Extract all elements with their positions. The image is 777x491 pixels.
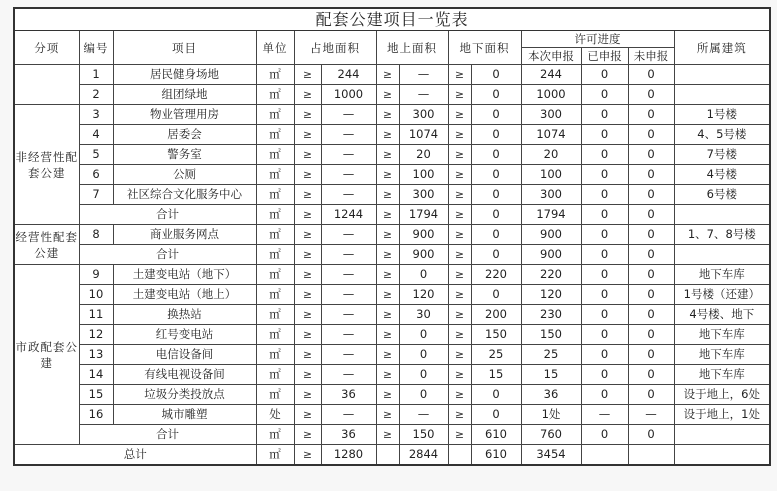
building-value: 6号楼 xyxy=(674,185,770,205)
building-value: 1号楼（还建） xyxy=(674,285,770,305)
row-number: 5 xyxy=(79,145,113,165)
current-declared-value: 300 xyxy=(521,185,581,205)
ge-symbol: ≥ xyxy=(294,265,321,285)
item-name: 社区综合文化服务中心 xyxy=(113,185,256,205)
already-declared-value: 0 xyxy=(581,145,628,165)
above-area-value: 1074 xyxy=(399,125,448,145)
facilities-table xyxy=(13,7,771,466)
unit-value: ㎡ xyxy=(256,425,294,445)
land-area-value: 1244 xyxy=(321,205,376,225)
current-declared-value: 25 xyxy=(521,345,581,365)
building-value: 7号楼 xyxy=(674,145,770,165)
ge-symbol: ≥ xyxy=(376,145,399,165)
land-area-value: 244 xyxy=(321,65,376,85)
ge-symbol: ≥ xyxy=(294,405,321,425)
building-value xyxy=(674,245,770,265)
below-area-value: 0 xyxy=(471,245,521,265)
land-area-value: — xyxy=(321,285,376,305)
ge-symbol: ≥ xyxy=(448,265,471,285)
current-declared-value: 760 xyxy=(521,425,581,445)
already-declared-value: 0 xyxy=(581,65,628,85)
unit-value: ㎡ xyxy=(256,125,294,145)
unit-value: 处 xyxy=(256,405,294,425)
current-declared-value: 900 xyxy=(521,245,581,265)
not-declared-value: — xyxy=(628,405,674,425)
ge-symbol: ≥ xyxy=(376,405,399,425)
already-declared-value: 0 xyxy=(581,425,628,445)
ge-symbol: ≥ xyxy=(376,305,399,325)
above-area-value: 120 xyxy=(399,285,448,305)
ge-symbol: ≥ xyxy=(376,285,399,305)
not-declared-value: 0 xyxy=(628,325,674,345)
unit-value: ㎡ xyxy=(256,245,294,265)
already-declared-value: 0 xyxy=(581,325,628,345)
row-number: 10 xyxy=(79,285,113,305)
ge-symbol: ≥ xyxy=(376,165,399,185)
item-name: 电信设备间 xyxy=(113,345,256,365)
ge-symbol: ≥ xyxy=(448,425,471,445)
empty-cell xyxy=(376,445,399,466)
ge-symbol: ≥ xyxy=(294,445,321,466)
not-declared-value: 0 xyxy=(628,85,674,105)
header-permit-progress: 许可进度 xyxy=(521,31,674,48)
current-declared-value: 15 xyxy=(521,365,581,385)
header-above-area: 地上面积 xyxy=(376,31,448,65)
item-name: 组团绿地 xyxy=(113,85,256,105)
ge-symbol: ≥ xyxy=(294,85,321,105)
ge-symbol: ≥ xyxy=(294,305,321,325)
land-area-value: — xyxy=(321,405,376,425)
ge-symbol: ≥ xyxy=(294,205,321,225)
unit-value: ㎡ xyxy=(256,305,294,325)
ge-symbol: ≥ xyxy=(376,365,399,385)
land-area-value: — xyxy=(321,185,376,205)
item-name: 城市雕塑 xyxy=(113,405,256,425)
above-area-value: 300 xyxy=(399,105,448,125)
item-name: 居委会 xyxy=(113,125,256,145)
table-row xyxy=(14,385,770,405)
item-name: 有线电视设备间 xyxy=(113,365,256,385)
table-row xyxy=(14,85,770,105)
table-row xyxy=(14,145,770,165)
item-name: 土建变电站（地上） xyxy=(113,285,256,305)
above-area-value: 900 xyxy=(399,245,448,265)
ge-symbol: ≥ xyxy=(448,365,471,385)
unit-value: ㎡ xyxy=(256,145,294,165)
item-name: 物业管理用房 xyxy=(113,105,256,125)
row-number: 3 xyxy=(79,105,113,125)
above-area-value: 30 xyxy=(399,305,448,325)
ge-symbol: ≥ xyxy=(448,125,471,145)
below-area-value: 0 xyxy=(471,385,521,405)
item-name: 换热站 xyxy=(113,305,256,325)
building-value xyxy=(674,205,770,225)
ge-symbol: ≥ xyxy=(448,105,471,125)
unit-value: ㎡ xyxy=(256,445,294,466)
table-row xyxy=(14,65,770,85)
ge-symbol: ≥ xyxy=(376,425,399,445)
already-declared-value: 0 xyxy=(581,285,628,305)
item-name: 警务室 xyxy=(113,145,256,165)
building-value: 地下车库 xyxy=(674,265,770,285)
ge-symbol: ≥ xyxy=(448,405,471,425)
table-row xyxy=(14,285,770,305)
not-declared-value: 0 xyxy=(628,185,674,205)
below-area-value: 0 xyxy=(471,225,521,245)
current-declared-value: 100 xyxy=(521,165,581,185)
item-name: 居民健身场地 xyxy=(113,65,256,85)
header-unit: 单位 xyxy=(256,31,294,65)
below-area-value: 0 xyxy=(471,405,521,425)
current-declared-value: 3454 xyxy=(521,445,581,466)
land-area-value: 36 xyxy=(321,425,376,445)
row-number: 15 xyxy=(79,385,113,405)
land-area-value: — xyxy=(321,345,376,365)
ge-symbol: ≥ xyxy=(294,325,321,345)
not-declared-value: 0 xyxy=(628,365,674,385)
ge-symbol: ≥ xyxy=(294,385,321,405)
unit-value: ㎡ xyxy=(256,265,294,285)
current-declared-value: 900 xyxy=(521,225,581,245)
already-declared-value: 0 xyxy=(581,125,628,145)
ge-symbol: ≥ xyxy=(376,345,399,365)
table-row xyxy=(14,125,770,145)
ge-symbol: ≥ xyxy=(448,225,471,245)
below-area-value: 200 xyxy=(471,305,521,325)
ge-symbol: ≥ xyxy=(376,85,399,105)
unit-value: ㎡ xyxy=(256,85,294,105)
table-row xyxy=(14,325,770,345)
already-declared-value: 0 xyxy=(581,265,628,285)
row-number: 8 xyxy=(79,225,113,245)
table-row xyxy=(14,345,770,365)
ge-symbol: ≥ xyxy=(448,65,471,85)
subtotal-row xyxy=(14,425,770,445)
unit-value: ㎡ xyxy=(256,365,294,385)
table-row xyxy=(14,185,770,205)
subtotal-row xyxy=(14,205,770,225)
already-declared-value: 0 xyxy=(581,385,628,405)
building-value xyxy=(674,85,770,105)
unit-value: ㎡ xyxy=(256,345,294,365)
not-declared-value: 0 xyxy=(628,145,674,165)
current-declared-value: 1794 xyxy=(521,205,581,225)
ge-symbol: ≥ xyxy=(448,305,471,325)
current-declared-value: 120 xyxy=(521,285,581,305)
unit-value: ㎡ xyxy=(256,165,294,185)
current-declared-value: 230 xyxy=(521,305,581,325)
ge-symbol: ≥ xyxy=(376,325,399,345)
ge-symbol: ≥ xyxy=(294,65,321,85)
row-number: 13 xyxy=(79,345,113,365)
item-name: 商业服务网点 xyxy=(113,225,256,245)
ge-symbol: ≥ xyxy=(294,425,321,445)
unit-value: ㎡ xyxy=(256,225,294,245)
header-land-area: 占地面积 xyxy=(294,31,376,65)
ge-symbol: ≥ xyxy=(376,205,399,225)
header-declared: 已申报 xyxy=(581,48,628,65)
already-declared-value: — xyxy=(581,405,628,425)
table-row xyxy=(14,265,770,285)
ge-symbol: ≥ xyxy=(294,125,321,145)
ge-symbol: ≥ xyxy=(448,325,471,345)
table-row xyxy=(14,405,770,425)
building-value: 设于地上，1处 xyxy=(674,405,770,425)
above-area-value: 150 xyxy=(399,425,448,445)
below-area-value: 0 xyxy=(471,205,521,225)
ge-symbol: ≥ xyxy=(376,245,399,265)
land-area-value: — xyxy=(321,125,376,145)
ge-symbol: ≥ xyxy=(294,105,321,125)
row-number: 7 xyxy=(79,185,113,205)
category-cell xyxy=(14,65,79,105)
ge-symbol: ≥ xyxy=(448,85,471,105)
ge-symbol: ≥ xyxy=(376,65,399,85)
below-area-value: 25 xyxy=(471,345,521,365)
below-area-value: 220 xyxy=(471,265,521,285)
not-declared-value: 0 xyxy=(628,225,674,245)
building-value: 地下车库 xyxy=(674,365,770,385)
ge-symbol: ≥ xyxy=(294,285,321,305)
ge-symbol: ≥ xyxy=(448,245,471,265)
ge-symbol: ≥ xyxy=(294,345,321,365)
above-area-value: 0 xyxy=(399,325,448,345)
below-area-value: 0 xyxy=(471,285,521,305)
ge-symbol: ≥ xyxy=(376,225,399,245)
header-number: 编号 xyxy=(79,31,113,65)
below-area-value: 610 xyxy=(471,445,521,466)
current-declared-value: 220 xyxy=(521,265,581,285)
building-value: 4号楼 xyxy=(674,165,770,185)
current-declared-value: 20 xyxy=(521,145,581,165)
building-value: 设于地上，6处 xyxy=(674,385,770,405)
already-declared-value xyxy=(581,445,628,466)
item-name: 土建变电站（地下） xyxy=(113,265,256,285)
ge-symbol: ≥ xyxy=(376,385,399,405)
land-area-value: — xyxy=(321,325,376,345)
table-row xyxy=(14,165,770,185)
ge-symbol: ≥ xyxy=(448,385,471,405)
header-item: 项目 xyxy=(113,31,256,65)
not-declared-value: 0 xyxy=(628,245,674,265)
land-area-value: — xyxy=(321,305,376,325)
current-declared-value: 1000 xyxy=(521,85,581,105)
row-number: 9 xyxy=(79,265,113,285)
row-number: 12 xyxy=(79,325,113,345)
table-title: 配套公建项目一览表 xyxy=(14,8,770,31)
already-declared-value: 0 xyxy=(581,205,628,225)
not-declared-value: 0 xyxy=(628,305,674,325)
ge-symbol: ≥ xyxy=(294,245,321,265)
land-area-value: — xyxy=(321,145,376,165)
above-area-value: 100 xyxy=(399,165,448,185)
below-area-value: 0 xyxy=(471,145,521,165)
land-area-value: 1000 xyxy=(321,85,376,105)
not-declared-value: 0 xyxy=(628,105,674,125)
above-area-value: 0 xyxy=(399,385,448,405)
above-area-value: — xyxy=(399,405,448,425)
land-area-value: — xyxy=(321,225,376,245)
empty-cell xyxy=(448,445,471,466)
already-declared-value: 0 xyxy=(581,345,628,365)
subtotal-row xyxy=(14,245,770,265)
not-declared-value: 0 xyxy=(628,265,674,285)
item-name: 红号变电站 xyxy=(113,325,256,345)
ge-symbol: ≥ xyxy=(294,225,321,245)
unit-value: ㎡ xyxy=(256,185,294,205)
not-declared-value: 0 xyxy=(628,345,674,365)
already-declared-value: 0 xyxy=(581,365,628,385)
current-declared-value: 1074 xyxy=(521,125,581,145)
header-below-area: 地下面积 xyxy=(448,31,521,65)
unit-value: ㎡ xyxy=(256,205,294,225)
building-value xyxy=(674,65,770,85)
subtotal-label: 合计 xyxy=(79,205,256,225)
subtotal-label: 合计 xyxy=(79,245,256,265)
row-number: 16 xyxy=(79,405,113,425)
table-row xyxy=(14,365,770,385)
header-current: 本次申报 xyxy=(521,48,581,65)
above-area-value: 0 xyxy=(399,265,448,285)
row-number: 6 xyxy=(79,165,113,185)
building-value: 4、5号楼 xyxy=(674,125,770,145)
land-area-value: — xyxy=(321,245,376,265)
building-value xyxy=(674,425,770,445)
current-declared-value: 244 xyxy=(521,65,581,85)
building-value: 1、7、8号楼 xyxy=(674,225,770,245)
ge-symbol: ≥ xyxy=(294,365,321,385)
building-value: 地下车库 xyxy=(674,345,770,365)
land-area-value: — xyxy=(321,365,376,385)
not-declared-value: 0 xyxy=(628,125,674,145)
below-area-value: 0 xyxy=(471,85,521,105)
above-area-value: — xyxy=(399,85,448,105)
table-row xyxy=(14,105,770,125)
below-area-value: 0 xyxy=(471,125,521,145)
category-cell: 经营性配套公建 xyxy=(14,225,79,265)
below-area-value: 0 xyxy=(471,65,521,85)
already-declared-value: 0 xyxy=(581,85,628,105)
already-declared-value: 0 xyxy=(581,185,628,205)
item-name: 垃圾分类投放点 xyxy=(113,385,256,405)
ge-symbol: ≥ xyxy=(376,185,399,205)
above-area-value: 20 xyxy=(399,145,448,165)
unit-value: ㎡ xyxy=(256,105,294,125)
ge-symbol: ≥ xyxy=(448,345,471,365)
already-declared-value: 0 xyxy=(581,225,628,245)
ge-symbol: ≥ xyxy=(376,105,399,125)
table-row xyxy=(14,305,770,325)
total-label: 总计 xyxy=(14,445,256,466)
building-value: 1号楼 xyxy=(674,105,770,125)
already-declared-value: 0 xyxy=(581,105,628,125)
below-area-value: 150 xyxy=(471,325,521,345)
ge-symbol: ≥ xyxy=(376,125,399,145)
table-row xyxy=(14,225,770,245)
already-declared-value: 0 xyxy=(581,305,628,325)
already-declared-value: 0 xyxy=(581,245,628,265)
unit-value: ㎡ xyxy=(256,325,294,345)
ge-symbol: ≥ xyxy=(448,165,471,185)
total-row xyxy=(14,445,770,466)
building-value xyxy=(674,445,770,466)
unit-value: ㎡ xyxy=(256,285,294,305)
current-declared-value: 1处 xyxy=(521,405,581,425)
below-area-value: 610 xyxy=(471,425,521,445)
ge-symbol: ≥ xyxy=(294,145,321,165)
current-declared-value: 36 xyxy=(521,385,581,405)
land-area-value: — xyxy=(321,265,376,285)
below-area-value: 0 xyxy=(471,105,521,125)
above-area-value: 0 xyxy=(399,345,448,365)
category-cell: 非经营性配套公建 xyxy=(14,105,79,225)
above-area-value: 0 xyxy=(399,365,448,385)
land-area-value: — xyxy=(321,105,376,125)
current-declared-value: 150 xyxy=(521,325,581,345)
not-declared-value: 0 xyxy=(628,425,674,445)
land-area-value: 1280 xyxy=(321,445,376,466)
header-category: 分项 xyxy=(14,31,79,65)
above-area-value: 300 xyxy=(399,185,448,205)
above-area-value: 2844 xyxy=(399,445,448,466)
already-declared-value: 0 xyxy=(581,165,628,185)
not-declared-value: 0 xyxy=(628,65,674,85)
not-declared-value: 0 xyxy=(628,165,674,185)
not-declared-value xyxy=(628,445,674,466)
above-area-value: 1794 xyxy=(399,205,448,225)
ge-symbol: ≥ xyxy=(448,285,471,305)
item-name: 公厕 xyxy=(113,165,256,185)
row-number: 14 xyxy=(79,365,113,385)
below-area-value: 15 xyxy=(471,365,521,385)
ge-symbol: ≥ xyxy=(376,265,399,285)
above-area-value: — xyxy=(399,65,448,85)
current-declared-value: 300 xyxy=(521,105,581,125)
land-area-value: 36 xyxy=(321,385,376,405)
table-sheet xyxy=(13,7,769,466)
unit-value: ㎡ xyxy=(256,65,294,85)
unit-value: ㎡ xyxy=(256,385,294,405)
ge-symbol: ≥ xyxy=(448,145,471,165)
building-value: 4号楼、地下 xyxy=(674,305,770,325)
header-building: 所属建筑 xyxy=(674,31,770,65)
below-area-value: 0 xyxy=(471,185,521,205)
ge-symbol: ≥ xyxy=(448,205,471,225)
ge-symbol: ≥ xyxy=(448,185,471,205)
above-area-value: 900 xyxy=(399,225,448,245)
category-cell: 市政配套公建 xyxy=(14,265,79,445)
ge-symbol: ≥ xyxy=(294,185,321,205)
not-declared-value: 0 xyxy=(628,385,674,405)
ge-symbol: ≥ xyxy=(294,165,321,185)
land-area-value: — xyxy=(321,165,376,185)
subtotal-label: 合计 xyxy=(79,425,256,445)
not-declared-value: 0 xyxy=(628,285,674,305)
not-declared-value: 0 xyxy=(628,205,674,225)
row-number: 11 xyxy=(79,305,113,325)
row-number: 2 xyxy=(79,85,113,105)
row-number: 1 xyxy=(79,65,113,85)
row-number: 4 xyxy=(79,125,113,145)
header-undeclared: 未申报 xyxy=(628,48,674,65)
building-value: 地下车库 xyxy=(674,325,770,345)
below-area-value: 0 xyxy=(471,165,521,185)
